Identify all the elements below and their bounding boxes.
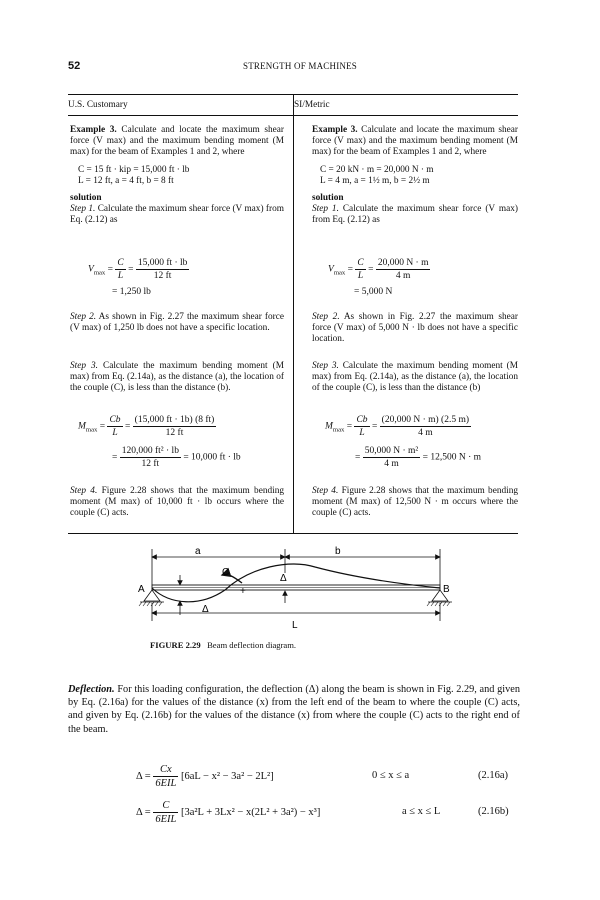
right-step3-text: Calculate the maximum bending moment (M max) from Eq. (2.14a), as the distance (a), the location of the couple (C), is less than the distance (b) bbox=[312, 361, 518, 394]
label-plus: + bbox=[240, 586, 246, 597]
left-eq1-sub: max bbox=[93, 269, 106, 277]
right-step1-label: Step 1. bbox=[312, 204, 339, 215]
deflection-heading: Deflection. bbox=[68, 684, 115, 695]
right-eq1-f1-den: L bbox=[355, 269, 365, 281]
eqB-lhs: Δ = bbox=[136, 806, 151, 818]
left-hatch bbox=[139, 602, 162, 606]
deflection-paragraph bbox=[68, 683, 520, 736]
left-eq2-sub: max bbox=[85, 426, 98, 434]
left-example-text: Calculate and locate the maximum shear force (V max) and the maximum bending moment (M max) for the beam of Examples 1 and 2, where bbox=[70, 125, 285, 158]
right-eq1-f1-num: C bbox=[357, 258, 364, 268]
left-example-label: Example 3. bbox=[70, 125, 117, 135]
right-step3-label: Step 3. bbox=[312, 361, 339, 371]
left-eq2-f1-num: Cb bbox=[109, 415, 121, 425]
right-eq2-lhs: M bbox=[325, 421, 333, 432]
eqA-lhs: Δ = bbox=[136, 770, 151, 782]
left-eq1-frac2 bbox=[136, 258, 190, 281]
right-step1-text: Calculate the maximum shear force (V max) from Eq. (2.12) as bbox=[312, 204, 519, 226]
left-step2 bbox=[70, 312, 284, 334]
eqA-range: 0 ≤ x ≤ a bbox=[372, 770, 410, 781]
left-eq1-f1-den: L bbox=[115, 269, 125, 281]
right-step3 bbox=[312, 361, 518, 395]
left-step3-text: Calculate the maximum bending moment (M max) from Eq. (2.14a), as the distance (a), the location of the couple (C), is less than the distance (b). bbox=[70, 361, 284, 394]
right-eq2-f3-den: 4 m bbox=[363, 457, 421, 469]
right-eq1-sub: max bbox=[333, 269, 346, 277]
right-eq2-frac1 bbox=[354, 415, 369, 438]
left-eq1-result: = 1,250 lb bbox=[112, 287, 151, 297]
label-a: a bbox=[195, 546, 201, 557]
right-given-1: C = 20 kN · m = 20,000 N · m bbox=[320, 164, 434, 175]
right-eq1-result: = 5,000 N bbox=[354, 287, 393, 297]
right-eq2: $M_{max}$ = $\frac{Cb}{L}$ = $\frac{(20,000 N \cdot m) (2.5 m)}{4 m}$ bbox=[325, 415, 470, 438]
eqA-tag: (2.16a) bbox=[478, 770, 509, 781]
left-support bbox=[144, 590, 160, 601]
right-step4-text: Figure 2.28 shows that the maximum bending moment (M max) of 12,500 N · m occurs where the couple (C) acts. bbox=[312, 486, 519, 519]
left-eq1-f2-num: 15,000 ft · lb bbox=[137, 258, 188, 268]
left-given-1: C = 15 ft · kip = 15,000 ft · lb bbox=[78, 164, 190, 175]
right-column bbox=[312, 125, 518, 227]
right-hatch bbox=[427, 602, 450, 606]
left-column-title: U.S. Customary bbox=[68, 100, 128, 110]
right-eq1-f2-den: 4 m bbox=[376, 269, 431, 281]
page-number: 52 bbox=[68, 60, 81, 72]
eqB-frac bbox=[153, 800, 178, 825]
left-eq2-f3-den: 12 ft bbox=[120, 457, 181, 469]
left-step4-text: Figure 2.28 shows that the maximum bending moment (M max) of 10,000 ft · lb occurs where the couple (C) acts. bbox=[70, 486, 285, 519]
label-B: B bbox=[443, 584, 450, 595]
right-eq1-frac1 bbox=[355, 258, 365, 281]
eqB-tag: (2.16b) bbox=[478, 806, 509, 817]
left-given-2: L = 12 ft, a = 4 ft, b = 8 ft bbox=[78, 175, 174, 186]
right-step2 bbox=[312, 312, 518, 346]
left-step4-label: Step 4. bbox=[70, 486, 98, 496]
eqB-range: a ≤ x ≤ L bbox=[402, 806, 441, 817]
right-eq2-f1-den: L bbox=[354, 426, 369, 438]
right-eq2-sub: max bbox=[332, 426, 345, 434]
right-example-label: Example 3. bbox=[312, 125, 358, 135]
label-delta-bottom: Δ bbox=[202, 604, 209, 615]
left-solution-label: solution bbox=[70, 193, 102, 204]
label-C: C bbox=[222, 567, 230, 578]
right-step2-text: As shown in Fig. 2.27 the maximum shear force (V max) of 5,000 N · lb does not have a specific location. bbox=[312, 312, 518, 345]
running-title: STRENGTH OF MACHINES bbox=[242, 61, 357, 71]
right-step2-label: Step 2. bbox=[312, 312, 340, 322]
right-eq2-f3-num: 50,000 N · m² bbox=[364, 446, 419, 456]
left-eq1: $V_{max}$ = $\frac{C}{L}$ = $\frac{15,000 ft \cdot lb}{12 ft}$ bbox=[88, 258, 188, 281]
left-step4 bbox=[70, 486, 284, 520]
right-column-title: SI/Metric bbox=[294, 100, 330, 110]
left-step1 bbox=[70, 204, 284, 226]
right-example-text: Calculate and locate the maximum shear force (V max) and the maximum bending moment (M max) for the beam of Examples 1 and 2, where bbox=[312, 125, 519, 158]
left-step3-label: Step 3. bbox=[70, 361, 98, 371]
left-eq2-f3-num: 120,000 ft² · lb bbox=[121, 446, 179, 456]
beam-deflection-figure bbox=[130, 545, 470, 635]
right-example-paragraph bbox=[312, 125, 518, 159]
eqA-den: 6EIL bbox=[155, 778, 177, 789]
left-eq1-frac1 bbox=[115, 258, 125, 281]
figure-caption-label: FIGURE 2.29 bbox=[150, 640, 201, 650]
right-step4-label: Step 4. bbox=[312, 486, 339, 496]
deflection-curve bbox=[152, 564, 440, 602]
left-example-paragraph bbox=[70, 125, 284, 159]
label-delta-top: Δ bbox=[280, 573, 287, 584]
right-eq1-f2-num: 20,000 N · m bbox=[377, 258, 429, 268]
left-eq2-line2: = $\frac{\text{120,000 ft² · lb}}{12 ft}$ = 10,000 ft · lb bbox=[112, 446, 241, 469]
left-step1-label: Step 1. bbox=[70, 204, 96, 215]
right-eq2-f2-den: 4 m bbox=[380, 426, 471, 438]
eqB-den: 6EIL bbox=[155, 814, 177, 825]
left-eq1-lhs: V bbox=[88, 264, 94, 275]
left-column bbox=[70, 125, 284, 227]
right-eq2-line2: = $\frac{\text{50,000 N · m²}}{4 m}$ = 12,500 N · m bbox=[355, 446, 482, 469]
left-eq1-f1-num: C bbox=[117, 258, 124, 268]
right-eq1-lhs: V bbox=[328, 264, 334, 275]
left-eq2-f1-den: L bbox=[107, 426, 122, 438]
figure-caption-text: Beam deflection diagram. bbox=[207, 640, 297, 650]
left-step3 bbox=[70, 361, 284, 395]
label-L: L bbox=[292, 620, 298, 631]
eqB-num: C bbox=[162, 800, 170, 811]
eqA-frac bbox=[153, 764, 178, 789]
right-eq2-frac2 bbox=[380, 415, 471, 438]
column-divider bbox=[293, 94, 294, 534]
left-eq2-frac1 bbox=[107, 415, 122, 438]
right-solution-label: solution bbox=[312, 193, 344, 204]
right-eq2-frac3 bbox=[363, 446, 421, 469]
right-eq1: $V_{max}$ = $\frac{C}{L}$ = $\frac{20,000 N \cdot m}{4 m}$ bbox=[328, 258, 429, 281]
left-eq2-lhs: M bbox=[78, 421, 86, 432]
left-eq2-f2-den: 12 ft bbox=[133, 426, 217, 438]
label-b: b bbox=[335, 546, 341, 557]
right-eq2-f1-num: Cb bbox=[356, 415, 368, 425]
right-given-2: L = 4 m, a = 1½ m, b = 2½ m bbox=[320, 175, 430, 186]
figure-caption bbox=[150, 640, 296, 650]
eqA-num: Cx bbox=[160, 764, 172, 775]
right-eq1-frac2 bbox=[376, 258, 431, 281]
left-eq2-frac3 bbox=[120, 446, 181, 469]
equation-2-16a bbox=[136, 764, 274, 789]
left-eq2-result: = 10,000 ft · lb bbox=[183, 452, 241, 463]
eqA-body: [6aL − x² − 3a² − 2L²] bbox=[180, 770, 274, 782]
left-step1-text: Calculate the maximum shear force (V max) from Eq. (2.12) as bbox=[70, 204, 284, 226]
left-step2-label: Step 2. bbox=[70, 312, 97, 322]
right-step4 bbox=[312, 486, 518, 520]
left-eq2-frac2 bbox=[133, 415, 217, 438]
left-eq1-f2-den: 12 ft bbox=[136, 269, 190, 281]
right-step1 bbox=[312, 204, 518, 226]
label-A: A bbox=[138, 584, 145, 595]
equation-2-16b bbox=[136, 800, 320, 825]
eqB-body: [3a²L + 3Lx² − x(2L² + 3a²) − x³] bbox=[180, 806, 321, 818]
left-eq2-f2-num: (15,000 ft · 1b) (8 ft) bbox=[134, 415, 215, 425]
left-eq2: $M_{max}$ = $\frac{Cb}{L}$ = $\frac{(15,000 ft \cdot 1b) (8 ft)}{12 ft}$ bbox=[78, 415, 215, 438]
deflection-text: For this loading configuration, the deflection (Δ) along the beam is shown in Fig. 2.29, and given by Eq. (2.16a) for the values of the distance (x) from the left end of the beam to where the couple (C) acts, and given by Eq. (2.16b) for the values of the distance (x) from where the couple (C) acts to the right end of the beam. bbox=[68, 684, 520, 735]
right-eq2-result: = 12,500 N · m bbox=[422, 452, 482, 463]
right-eq2-f2-num: (20,000 N · m) (2.5 m) bbox=[381, 415, 470, 425]
left-step2-text: As shown in Fig. 2.27 the maximum shear force (V max) of 1,250 lb does not have a specific location. bbox=[70, 312, 285, 334]
